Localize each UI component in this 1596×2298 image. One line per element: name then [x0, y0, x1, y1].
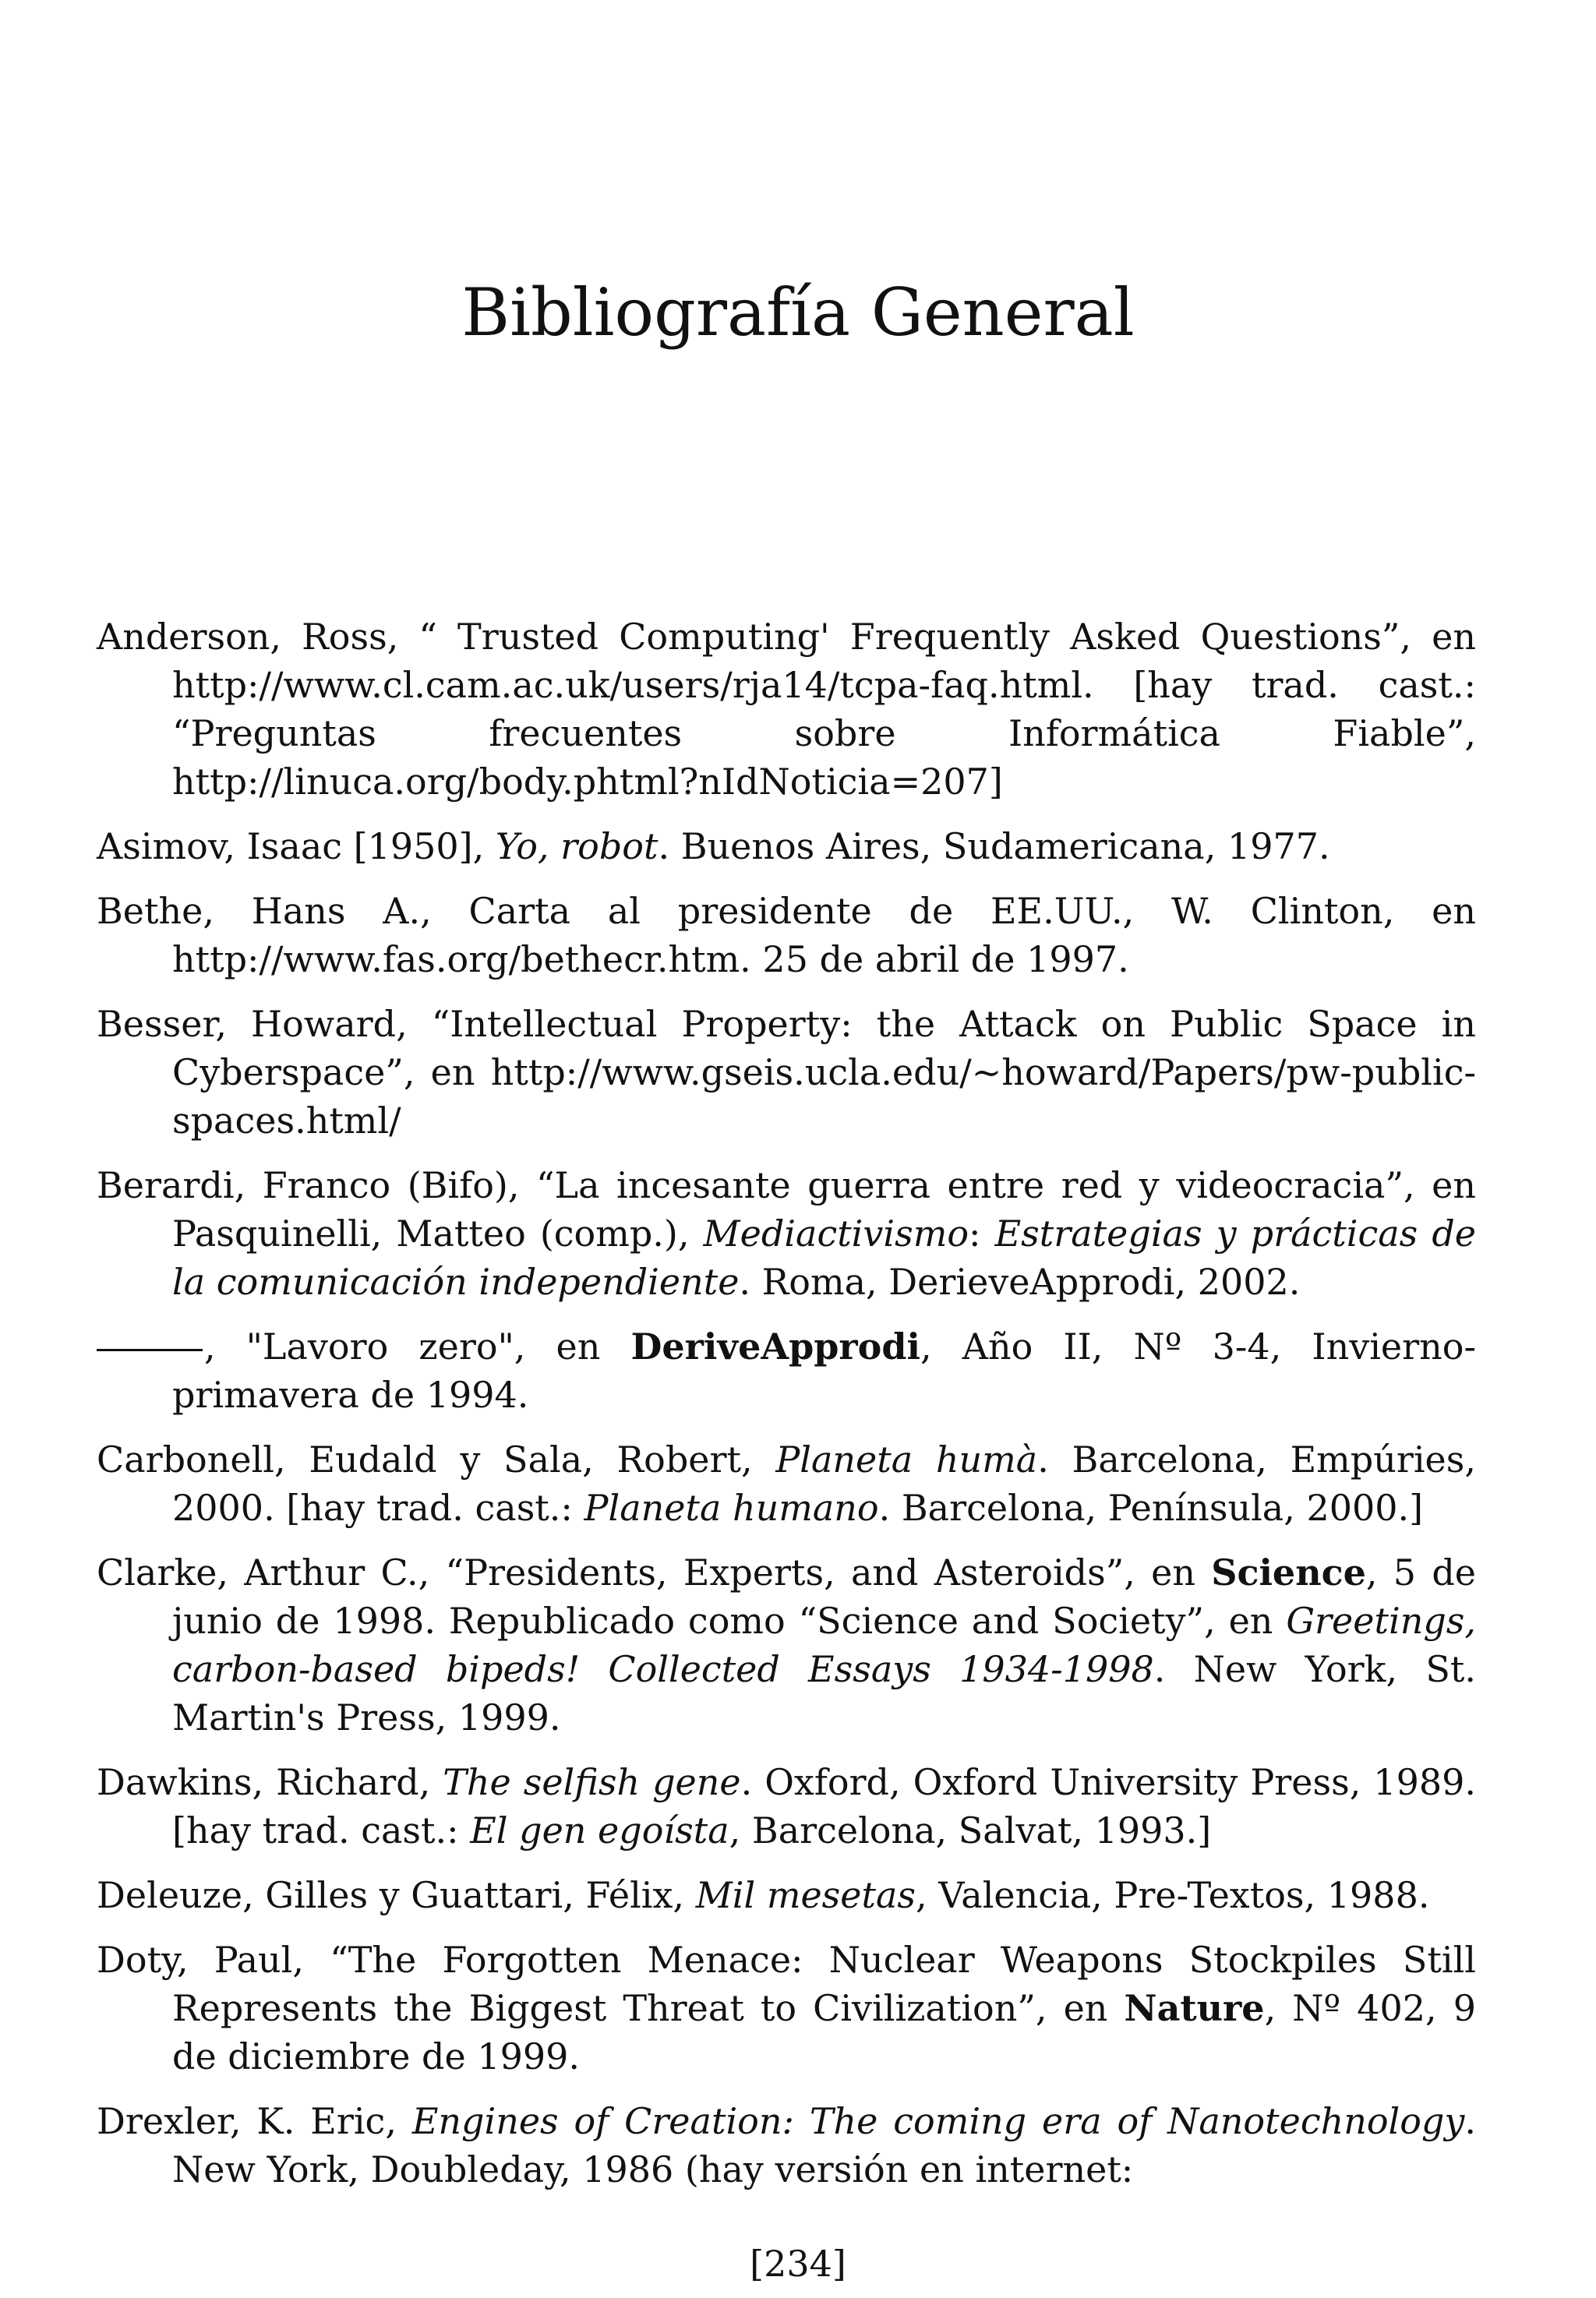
reference-entry: [97, 1161, 1476, 1306]
reference-text: Carbonell, Eudald y Sala, Robert,: [97, 1438, 776, 1481]
reference-text: . Buenos Aires, Sudamericana, 1977.: [658, 825, 1330, 867]
reference-journal: Science: [1211, 1551, 1366, 1594]
reference-entry: [97, 1000, 1476, 1145]
reference-text: Clarke, Arthur C., “Presidents, Experts, and Asteroids”, en: [97, 1551, 1212, 1594]
reference-text: Drexler, K. Eric,: [97, 2100, 412, 2142]
reference-title: Mediactivismo: [703, 1213, 969, 1255]
reference-title: Engines of Creation: The coming era of Nanotechnology: [411, 2100, 1465, 2142]
reference-text: Besser, Howard, “Intellectual Property: the Attack on Public Space in Cyberspace”, en http://www.gseis.ucla.edu/~howard/Papers/pw-public-spaces.html/: [97, 1003, 1476, 1142]
reference-text: . New York, St. Martin's Press, 1999.: [172, 1648, 1476, 1739]
reference-title: Estrategias y prácticas de la comunicación independiente: [172, 1213, 1476, 1303]
reference-entry: [97, 1936, 1476, 2081]
reference-title: El gen egoísta: [470, 1809, 729, 1851]
reference-title: Planeta humà: [775, 1438, 1038, 1481]
reference-journal: Nature: [1124, 1987, 1265, 2029]
reference-text: . Roma, DerieveApprodi, 2002.: [739, 1261, 1301, 1303]
reference-text: , Valencia, Pre-Textos, 1988.: [916, 1874, 1430, 1916]
reference-text: Anderson, Ross, “ Trusted Computing' Frequently Asked Questions”, en http://www.cl.cam.ac.uk/users/rja14/tcpa-faq.html. [hay trad. cast.: “Preguntas frecuentes sobre Informática Fiable”, http://linuca.org/body.phtml?nIdNoticia=207]: [97, 616, 1476, 803]
reference-entry: [97, 1548, 1476, 1742]
reference-text: :: [969, 1213, 995, 1255]
reference-text: Berardi, Franco (Bifo), “La incesante guerra entre red y videocracia”, en Pasquinelli, Matteo (comp.),: [97, 1164, 1476, 1255]
reference-text: Deleuze, Gilles y Guattari, Félix,: [97, 1874, 696, 1916]
reference-title: Greetings, carbon-based bipeds! Collected Essays 1934-1998: [172, 1600, 1476, 1690]
reference-text: . Barcelona, Península, 2000.]: [878, 1487, 1424, 1529]
reference-journal: DeriveApprodi: [630, 1325, 920, 1368]
reference-text: . New York, Doubleday, 1986 (hay versión en internet:: [172, 2100, 1476, 2190]
reference-text: . Oxford, Oxford University Press, 1989. [hay trad. cast.:: [172, 1761, 1476, 1851]
reference-text: , Año II, Nº 3-4, Invierno-primavera de 1994.: [172, 1325, 1476, 1416]
reference-entry: [97, 2097, 1476, 2194]
reference-title: Mil mesetas: [695, 1874, 916, 1916]
reference-text: , Nº 402, 9 de diciembre de 1999.: [172, 1987, 1477, 2077]
reference-entry: [97, 612, 1476, 806]
reference-entry: [97, 1758, 1476, 1855]
reference-entry: [97, 887, 1476, 983]
reference-entry: [97, 822, 1476, 870]
reference-text: Dawkins, Richard,: [97, 1761, 443, 1803]
reference-text: Doty, Paul, “The Forgotten Menace: Nuclear Weapons Stockpiles Still Represents the Biggest Threat to Civilization”, en: [97, 1939, 1476, 2029]
reference-entry: [97, 1435, 1476, 1532]
reference-title: Yo, robot: [495, 825, 659, 867]
reference-text: Asimov, Isaac [1950],: [97, 825, 496, 867]
reference-entry: [97, 1322, 1476, 1419]
reference-text: , Barcelona, Salvat, 1993.]: [729, 1809, 1212, 1851]
reference-text: . Barcelona, Empúries, 2000. [hay trad. cast.:: [172, 1438, 1476, 1529]
reference-text: , 5 de junio de 1998. Republicado como “Science and Society”, en: [172, 1551, 1476, 1642]
reference-text: , "Lavoro zero", en: [204, 1325, 631, 1368]
reference-text: Bethe, Hans A., Carta al presidente de EE.UU., W. Clinton, en http://www.fas.org/bethecr.htm. 25 de abril de 1997.: [97, 890, 1476, 980]
reference-entry: [97, 1871, 1476, 1919]
reference-title: The selfish gene: [443, 1761, 741, 1803]
page-title: Bibliografía General: [461, 274, 1135, 351]
reference-title: Planeta humano: [584, 1487, 879, 1529]
same-author-dash: [97, 1349, 203, 1351]
page-number: [234]: [750, 2243, 846, 2285]
reference-list: [97, 612, 1476, 2210]
